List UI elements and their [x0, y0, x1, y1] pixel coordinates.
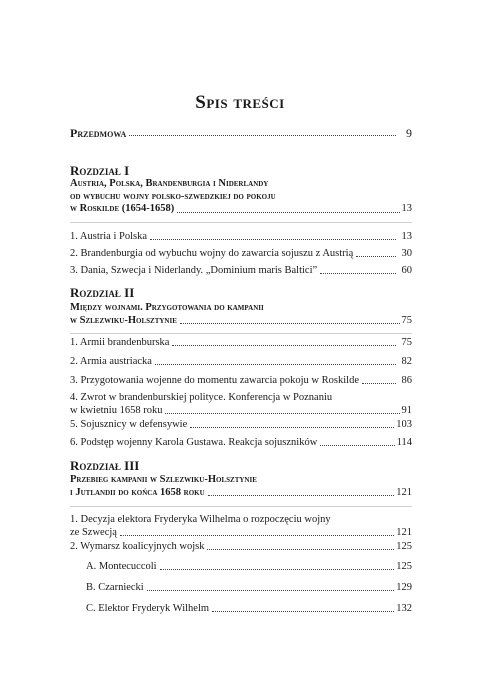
chapter-heading: Rozdział I	[70, 163, 130, 178]
chapter-title-line: w Szlezwiku-Holsztynie	[70, 314, 177, 326]
toc-entry[interactable]	[70, 375, 412, 387]
leader-dots	[207, 549, 394, 550]
entry-label: 1. Armii brandenburska	[70, 337, 170, 348]
entry-page: 114	[396, 437, 412, 448]
entry-page: 132	[396, 603, 412, 614]
chapter-title-line: w Roskilde (1654-1658)	[70, 203, 175, 214]
leader-dots	[147, 590, 395, 591]
leader-dots	[155, 364, 396, 365]
toc-entry-preface[interactable]	[70, 127, 412, 139]
toc-entry[interactable]	[70, 265, 412, 277]
entry-label: A. Montecuccoli	[86, 561, 157, 572]
entry-label: 2. Brandenburgia od wybuchu wojny do zawarcia sojuszu z Austrią	[70, 248, 354, 259]
entry-page: 86	[401, 375, 412, 386]
entry-label: Przedmowa	[70, 126, 127, 140]
entry-page: 9	[406, 126, 412, 140]
entry-label: 6. Podstęp wojenny Karola Gustawa. Reakcja sojuszników	[70, 437, 318, 448]
toc-entry[interactable]	[70, 437, 412, 449]
entry-label: 5. Sojusznicy w defensywie	[70, 419, 188, 430]
leader-dots	[320, 445, 394, 446]
toc-subentry[interactable]	[86, 561, 412, 573]
toc-entry[interactable]	[70, 541, 412, 553]
toc-entry[interactable]	[70, 337, 412, 349]
entry-label: 2. Armia austriacka	[70, 356, 152, 367]
entry-label: 3. Dania, Szwecja i Niderlandy. „Dominium maris Baltici”	[70, 265, 318, 276]
leader-dots	[362, 383, 396, 384]
leader-dots	[172, 345, 396, 346]
chapter-title-line: Przebieg kampanii w Szlezwiku-Holsztynie	[70, 474, 257, 485]
entry-label-line: ze Szwecją	[70, 526, 117, 538]
chapter-heading: Rozdział III	[70, 458, 140, 473]
leader-dots	[160, 569, 395, 570]
chapter-title[interactable]	[70, 302, 412, 327]
entry-page: 75	[401, 314, 412, 326]
entry-page: 125	[396, 541, 412, 552]
entry-page: 121	[396, 486, 412, 498]
entry-label: 3. Przygotowania wojenne do momentu zawarcia pokoju w Roskilde	[70, 375, 359, 386]
chapter-title[interactable]	[70, 474, 412, 499]
divider	[70, 506, 412, 507]
entry-page: 75	[401, 337, 412, 348]
entry-page: 60	[401, 265, 412, 276]
entry-page: 129	[396, 582, 412, 593]
entry-label-line: w kwietniu 1658 roku	[70, 404, 163, 416]
entry-label: 1. Austria i Polska	[70, 231, 148, 242]
leader-dots	[180, 323, 400, 324]
chapter-heading: Rozdział II	[70, 285, 135, 300]
chapter-title-line: Austria, Polska, Brandenburgia i Niderlandy	[70, 178, 269, 189]
chapter-title-line: i Jutlandii do końca 1658 roku	[70, 486, 205, 498]
entry-label: C. Elektor Fryderyk Wilhelm	[86, 603, 210, 614]
leader-dots	[356, 256, 396, 257]
entry-label: B. Czarniecki	[86, 582, 144, 593]
toc-entry[interactable]	[70, 419, 412, 431]
chapter-title[interactable]	[70, 178, 412, 216]
entry-page: 91	[401, 404, 412, 416]
entry-label: 2. Wymarsz koalicyjnych wojsk	[70, 541, 205, 552]
entry-page: 103	[396, 419, 412, 430]
entry-page: 13	[401, 231, 412, 242]
divider	[70, 222, 412, 223]
leader-dots	[120, 535, 394, 536]
entry-page: 125	[396, 561, 412, 572]
toc-subentry[interactable]	[86, 603, 412, 615]
leader-dots	[177, 212, 399, 213]
toc-entry[interactable]	[70, 356, 412, 368]
leader-dots	[212, 611, 394, 612]
toc-entry[interactable]	[70, 392, 412, 417]
page-title: Spis treści	[195, 92, 285, 113]
entry-page: 13	[401, 203, 412, 214]
leader-dots	[190, 427, 394, 428]
divider	[70, 333, 412, 334]
toc-subentry[interactable]	[86, 582, 412, 594]
entry-page: 30	[401, 248, 412, 259]
entry-label-line: 1. Decyzja elektora Fryderyka Wilhelma o rozpoczęciu wojny	[70, 514, 331, 525]
leader-dots	[208, 495, 395, 496]
entry-page: 121	[396, 526, 412, 538]
chapter-title-line: Między wojnami. Przygotowania do kampanii	[70, 302, 264, 313]
toc-entry[interactable]	[70, 231, 412, 243]
toc-entry[interactable]	[70, 514, 412, 539]
leader-dots	[150, 239, 396, 240]
leader-dots	[320, 273, 396, 274]
toc-entry[interactable]	[70, 248, 412, 260]
entry-page: 82	[401, 356, 412, 367]
chapter-title-line: od wybuchu wojny polsko-szwedzkiej do pokoju	[70, 190, 276, 202]
leader-dots	[129, 135, 396, 136]
leader-dots	[165, 413, 399, 414]
entry-label-line: 4. Zwrot w brandenburskiej polityce. Konferencja w Poznaniu	[70, 392, 333, 403]
